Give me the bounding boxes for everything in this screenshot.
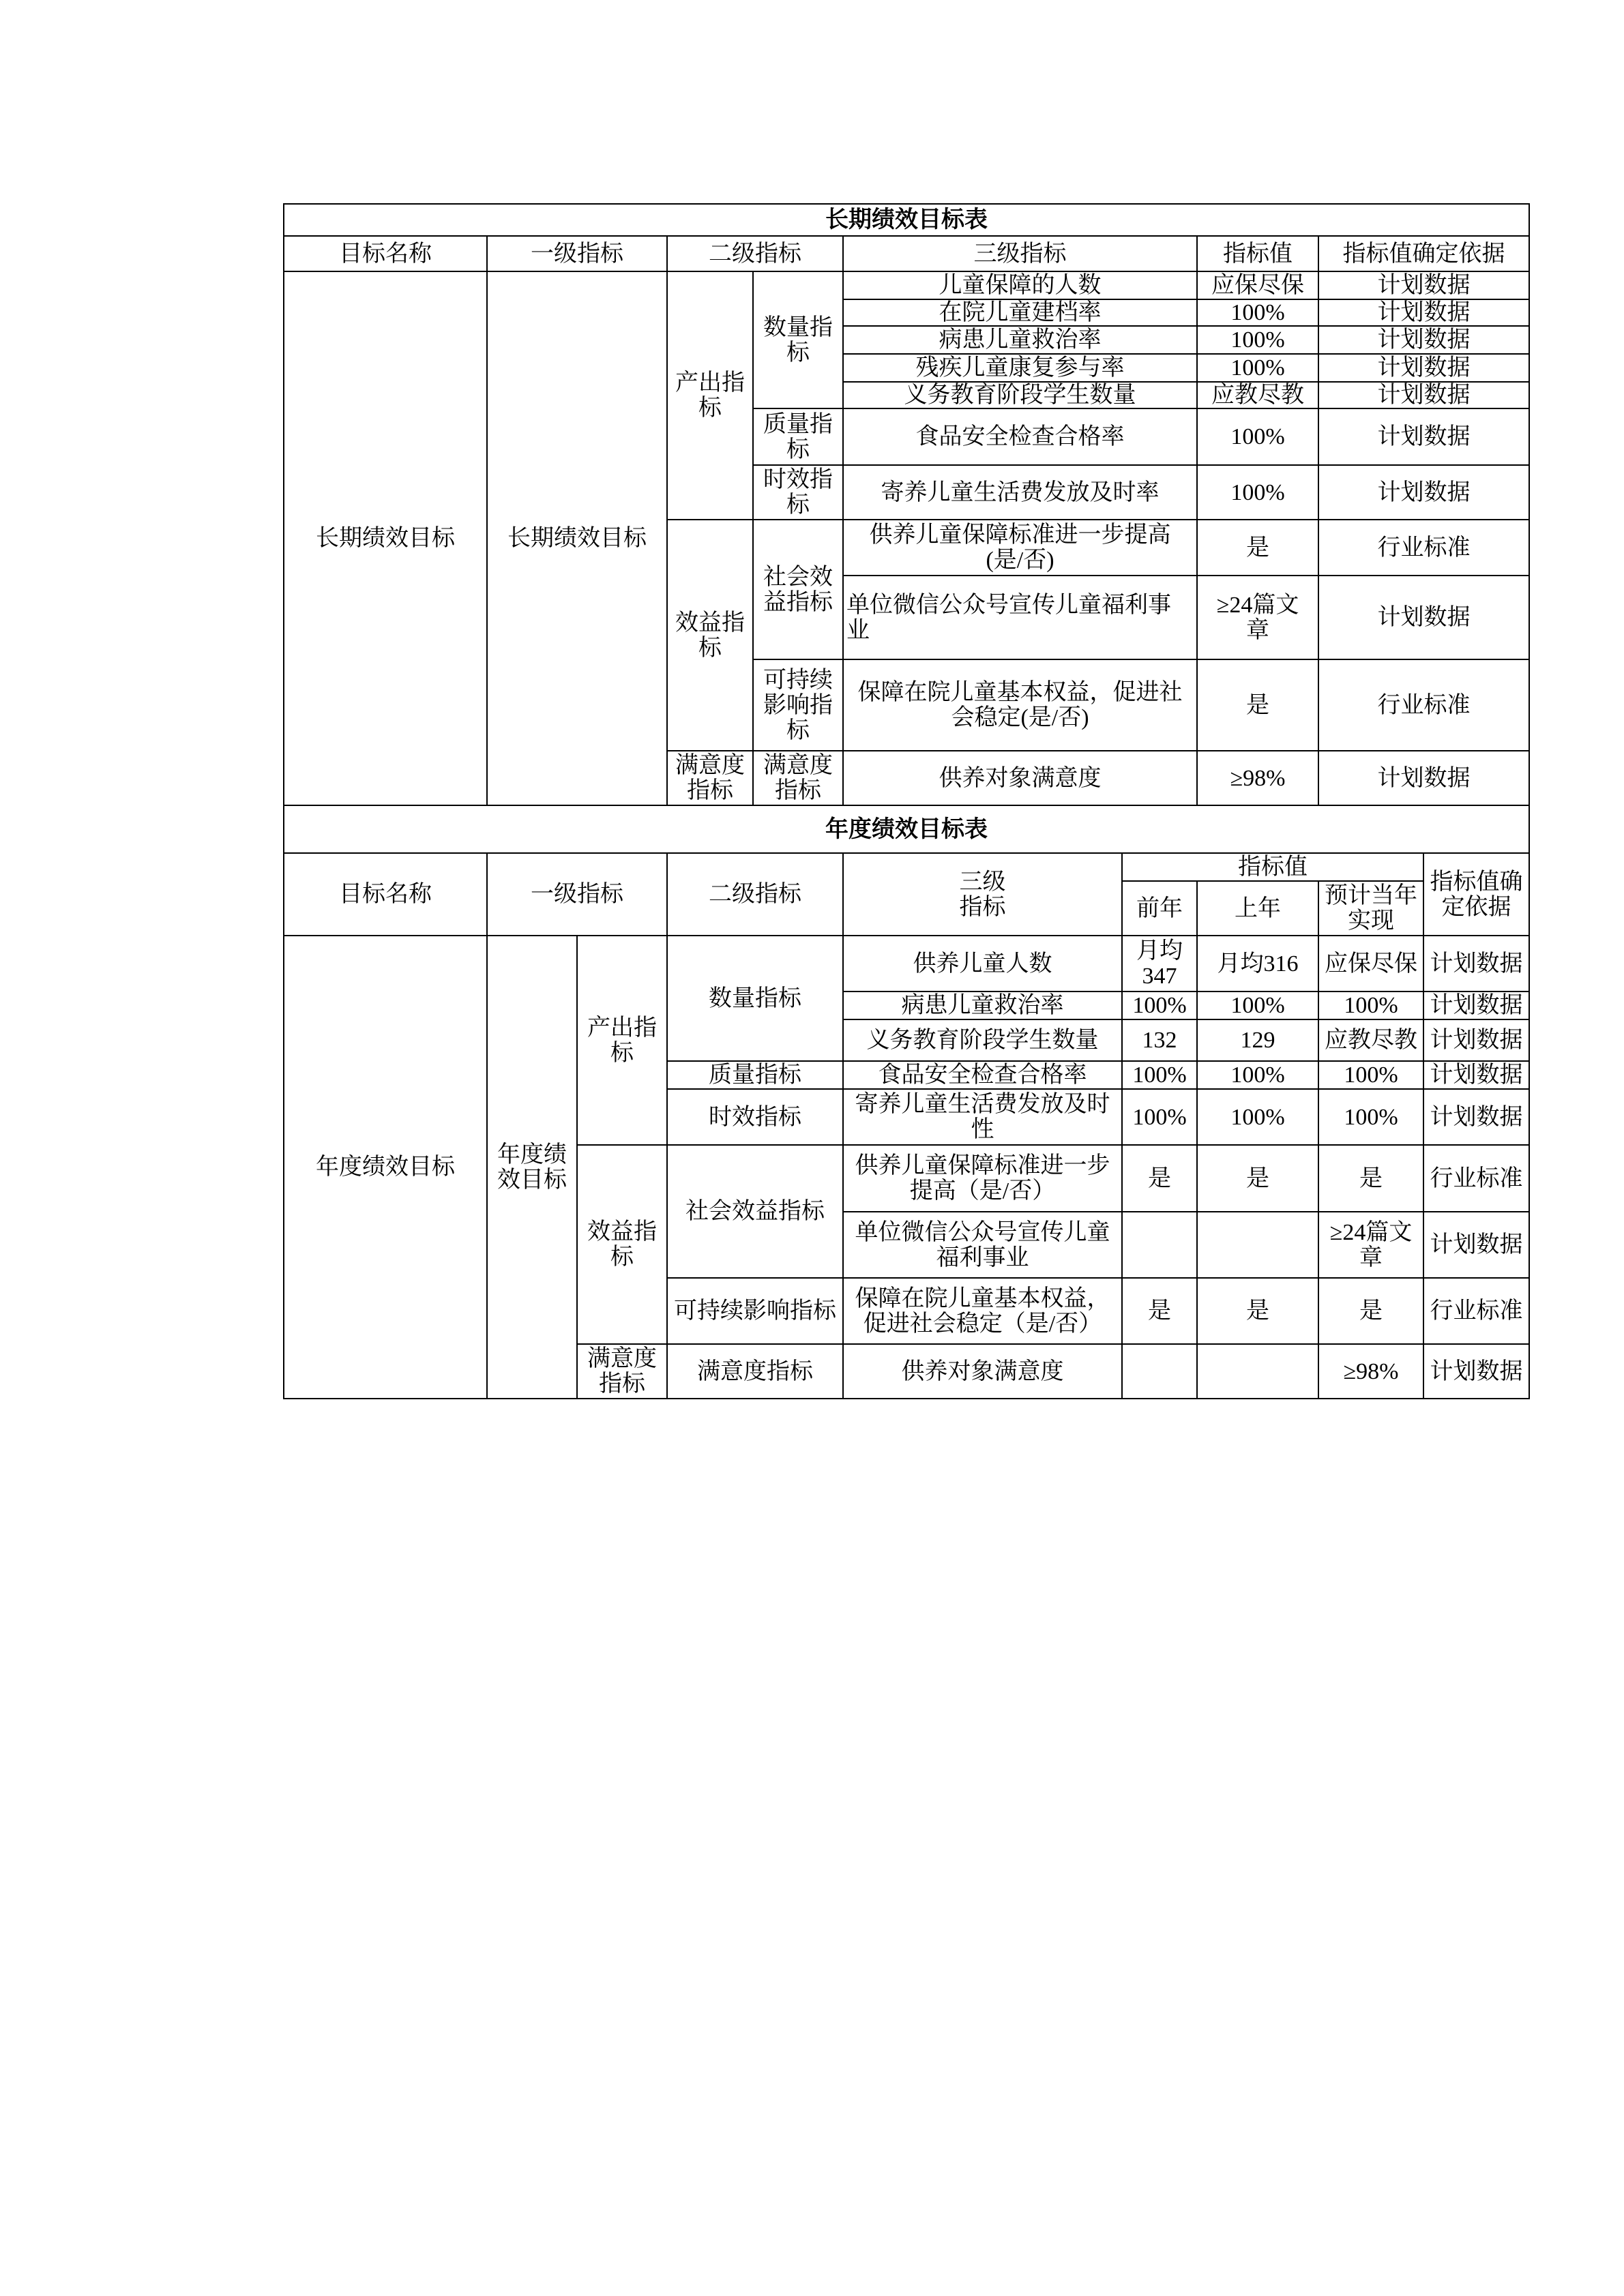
basis-cell: 计划数据 (1318, 354, 1529, 382)
indicator-cell: 病患儿童救治率 (843, 992, 1122, 1019)
expected-cell: 是 (1318, 1145, 1423, 1212)
prev-year-cell: 是 (1122, 1145, 1197, 1212)
indicator-cell: 在院儿童建档率 (843, 299, 1197, 326)
expected-cell: 应教尽教 (1318, 1019, 1423, 1061)
basis-cell: 计划数据 (1423, 992, 1529, 1019)
last-year-cell: 是 (1197, 1145, 1318, 1212)
level2-category-cell: 产出指 标 (577, 936, 667, 1145)
level2-category-cell: 产出指 标 (667, 271, 753, 520)
last-year-cell: 100% (1197, 992, 1318, 1019)
prev-year-cell: 100% (1122, 1089, 1197, 1145)
indicator-cell: 义务教育阶段学生数量 (843, 1019, 1122, 1061)
level2-category-cell: 效益指 标 (667, 520, 753, 751)
last-year-cell: 是 (1197, 1278, 1318, 1344)
indicator-cell: 保障在院儿童基本权益，促进社 会稳定(是/否) (843, 659, 1197, 751)
basis-cell: 计划数据 (1423, 1061, 1529, 1089)
level2-subcategory-cell: 数量指 标 (753, 271, 843, 408)
basis-cell: 计划数据 (1318, 326, 1529, 354)
header-expected: 预计当年 实现 (1318, 881, 1423, 936)
indicator-cell: 儿童保障的人数 (843, 271, 1197, 299)
value-cell: ≥24篇文 章 (1197, 576, 1318, 659)
indicator-cell: 单位微信公众号宣传儿童 福利事业 (843, 1212, 1122, 1278)
header-prev-year: 前年 (1122, 881, 1197, 936)
level2-category-cell: 效益指 标 (577, 1145, 667, 1344)
last-year-cell: 月均316 (1197, 936, 1318, 992)
prev-year-cell: 100% (1122, 992, 1197, 1019)
long-term-goals-table (283, 203, 1530, 806)
indicator-cell: 义务教育阶段学生数量 (843, 382, 1197, 408)
level2-subcategory-cell: 质量指标 (667, 1061, 843, 1089)
level2-subcategory-cell: 时效指 标 (753, 465, 843, 520)
header-value: 指标值 (1122, 853, 1423, 881)
last-year-cell-empty (1197, 1212, 1318, 1278)
indicator-cell: 供养儿童保障标准进一步 提高（是/否） (843, 1145, 1122, 1212)
level2-subcategory-cell: 可持续影响指标 (667, 1278, 843, 1344)
basis-cell: 计划数据 (1423, 1212, 1529, 1278)
annual-goals-table (283, 805, 1530, 1399)
expected-cell: 100% (1318, 1089, 1423, 1145)
indicator-cell: 残疾儿童康复参与率 (843, 354, 1197, 382)
header-level2: 二级指标 (667, 853, 843, 936)
value-cell: 100% (1197, 326, 1318, 354)
indicator-cell: 供养儿童人数 (843, 936, 1122, 992)
indicator-cell: 单位微信公众号宣传儿童福利事 业 (843, 576, 1197, 659)
prev-year-cell: 是 (1122, 1278, 1197, 1344)
basis-cell: 计划数据 (1318, 408, 1529, 465)
header-target-name: 目标名称 (284, 853, 487, 936)
value-cell: 100% (1197, 465, 1318, 520)
indicator-cell: 供养对象满意度 (843, 751, 1197, 805)
basis-cell: 行业标准 (1318, 659, 1529, 751)
header-level2: 二级指标 (667, 236, 843, 271)
basis-cell: 计划数据 (1318, 576, 1529, 659)
level2-subcategory-cell: 质量指 标 (753, 408, 843, 465)
basis-cell: 计划数据 (1318, 271, 1529, 299)
level2-subcategory-cell: 满意度 指标 (753, 751, 843, 805)
expected-cell: 应保尽保 (1318, 936, 1423, 992)
header-basis: 指标值确 定依据 (1423, 853, 1529, 936)
basis-cell: 计划数据 (1318, 751, 1529, 805)
indicator-cell: 寄养儿童生活费发放及时率 (843, 465, 1197, 520)
level1-cell: 年度绩 效目标 (487, 936, 577, 1399)
value-cell: 是 (1197, 659, 1318, 751)
level2-subcategory-cell: 时效指标 (667, 1089, 843, 1145)
table-title: 年度绩效目标表 (284, 805, 1529, 853)
level2-subcategory-cell: 社会效益指标 (667, 1145, 843, 1278)
basis-cell: 计划数据 (1423, 1089, 1529, 1145)
header-level1: 一级指标 (487, 236, 667, 271)
value-cell: ≥98% (1197, 751, 1318, 805)
expected-cell: ≥24篇文 章 (1318, 1212, 1423, 1278)
level2-subcategory-cell: 可持续 影响指 标 (753, 659, 843, 751)
basis-cell: 计划数据 (1423, 1019, 1529, 1061)
level2-category-cell: 满意度 指标 (577, 1344, 667, 1399)
prev-year-cell-empty (1122, 1212, 1197, 1278)
level1-cell: 长期绩效目标 (487, 271, 667, 805)
level2-subcategory-cell: 满意度指标 (667, 1344, 843, 1399)
last-year-cell: 129 (1197, 1019, 1318, 1061)
level2-subcategory-cell: 数量指标 (667, 936, 843, 1061)
basis-cell: 行业标准 (1318, 520, 1529, 576)
indicator-cell: 食品安全检查合格率 (843, 408, 1197, 465)
target-name-cell: 长期绩效目标 (284, 271, 487, 805)
basis-cell: 行业标准 (1423, 1145, 1529, 1212)
indicator-cell: 病患儿童救治率 (843, 326, 1197, 354)
basis-cell: 计划数据 (1423, 936, 1529, 992)
header-basis: 指标值确定依据 (1318, 236, 1529, 271)
header-value: 指标值 (1197, 236, 1318, 271)
level2-subcategory-cell: 社会效 益指标 (753, 520, 843, 659)
expected-cell: 是 (1318, 1278, 1423, 1344)
value-cell: 应教尽教 (1197, 382, 1318, 408)
value-cell: 应保尽保 (1197, 271, 1318, 299)
header-level3: 三级 指标 (843, 853, 1122, 936)
header-level1: 一级指标 (487, 853, 667, 936)
indicator-cell: 食品安全检查合格率 (843, 1061, 1122, 1089)
header-target-name: 目标名称 (284, 236, 487, 271)
value-cell: 100% (1197, 354, 1318, 382)
prev-year-cell-empty (1122, 1344, 1197, 1399)
header-last-year: 上年 (1197, 881, 1318, 936)
prev-year-cell: 月均 347 (1122, 936, 1197, 992)
last-year-cell-empty (1197, 1344, 1318, 1399)
expected-cell: 100% (1318, 992, 1423, 1019)
value-cell: 100% (1197, 299, 1318, 326)
basis-cell: 计划数据 (1423, 1344, 1529, 1399)
value-cell: 是 (1197, 520, 1318, 576)
indicator-cell: 供养儿童保障标准进一步提高 (是/否) (843, 520, 1197, 576)
target-name-cell: 年度绩效目标 (284, 936, 487, 1399)
indicator-cell: 寄养儿童生活费发放及时 性 (843, 1089, 1122, 1145)
table-title: 长期绩效目标表 (284, 204, 1529, 236)
basis-cell: 计划数据 (1318, 465, 1529, 520)
indicator-cell: 供养对象满意度 (843, 1344, 1122, 1399)
header-level3: 三级指标 (843, 236, 1197, 271)
expected-cell: ≥98% (1318, 1344, 1423, 1399)
level2-category-cell: 满意度 指标 (667, 751, 753, 805)
basis-cell: 计划数据 (1318, 382, 1529, 408)
basis-cell: 计划数据 (1318, 299, 1529, 326)
basis-cell: 行业标准 (1423, 1278, 1529, 1344)
last-year-cell: 100% (1197, 1089, 1318, 1145)
prev-year-cell: 100% (1122, 1061, 1197, 1089)
expected-cell: 100% (1318, 1061, 1423, 1089)
prev-year-cell: 132 (1122, 1019, 1197, 1061)
indicator-cell: 保障在院儿童基本权益， 促进社会稳定（是/否） (843, 1278, 1122, 1344)
last-year-cell: 100% (1197, 1061, 1318, 1089)
value-cell: 100% (1197, 408, 1318, 465)
